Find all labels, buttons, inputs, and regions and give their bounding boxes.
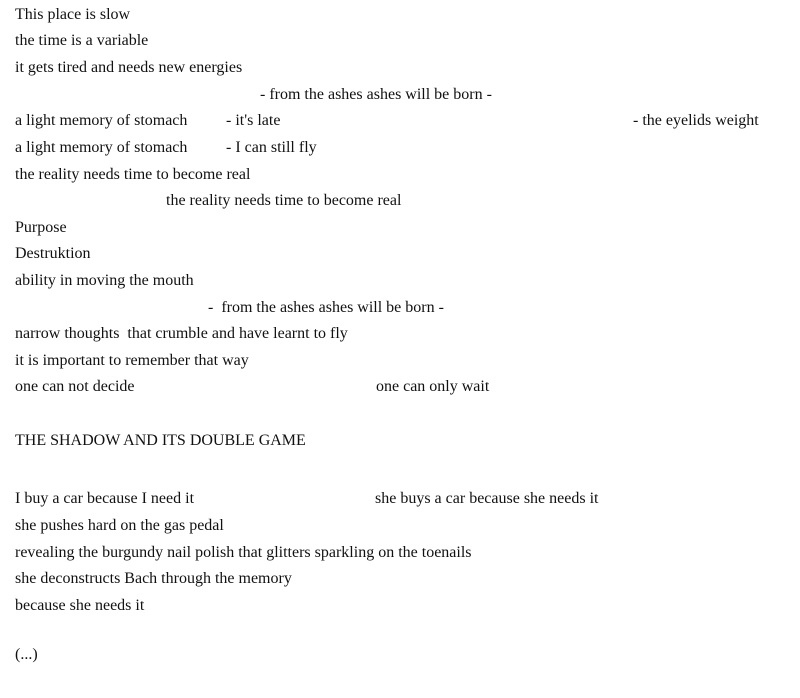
poem-line-wait: one can only wait (376, 378, 490, 395)
poem-section-title: THE SHADOW AND ITS DOUBLE GAME (15, 432, 306, 449)
poem-line-i-buy: I buy a car because I need it (15, 490, 195, 507)
poem-line-eyelids: - the eyelids weight (633, 112, 759, 129)
poem-line-reality-2: the reality needs time to become real (166, 192, 402, 209)
poem-line-gas-pedal: she pushes hard on the gas pedal (15, 517, 224, 534)
poem-line-needs-it: because she needs it (15, 597, 145, 614)
poem-line-remember: it is important to remember that way (15, 352, 249, 369)
poem-line-nail-polish: revealing the burgundy nail polish that glitters sparkling on the toenails (15, 544, 472, 561)
poem-line-purpose: Purpose (15, 219, 67, 236)
poem-line-thoughts: narrow thoughts that crumble and have learnt to fly (15, 325, 348, 342)
poem-line-ashes-1: - from the ashes ashes will be born - (260, 86, 492, 103)
poem-line-reality-1: the reality needs time to become real (15, 166, 251, 183)
poem-line-bach: she deconstructs Bach through the memory (15, 570, 292, 587)
poem-line-2: the time is a variable (15, 32, 149, 49)
poem-line-ashes-2: - from the ashes ashes will be born - (208, 299, 444, 316)
poem-line-1: This place is slow (15, 6, 131, 23)
poem-line-decide: one can not decide (15, 378, 135, 395)
poem-line-she-buys: she buys a car because she needs it (375, 490, 599, 507)
poem-line-mouth: ability in moving the mouth (15, 272, 194, 289)
poem-line-stomach-2: a light memory of stomach (15, 139, 188, 156)
poem-line-fly: - I can still fly (226, 139, 317, 156)
poem-line-stomach-1: a light memory of stomach (15, 112, 188, 129)
poem-ellipsis: (...) (15, 646, 38, 663)
poem-line-late: - it's late (226, 112, 281, 129)
poem-line-3: it gets tired and needs new energies (15, 59, 243, 76)
poem-line-destruktion: Destruktion (15, 245, 91, 262)
